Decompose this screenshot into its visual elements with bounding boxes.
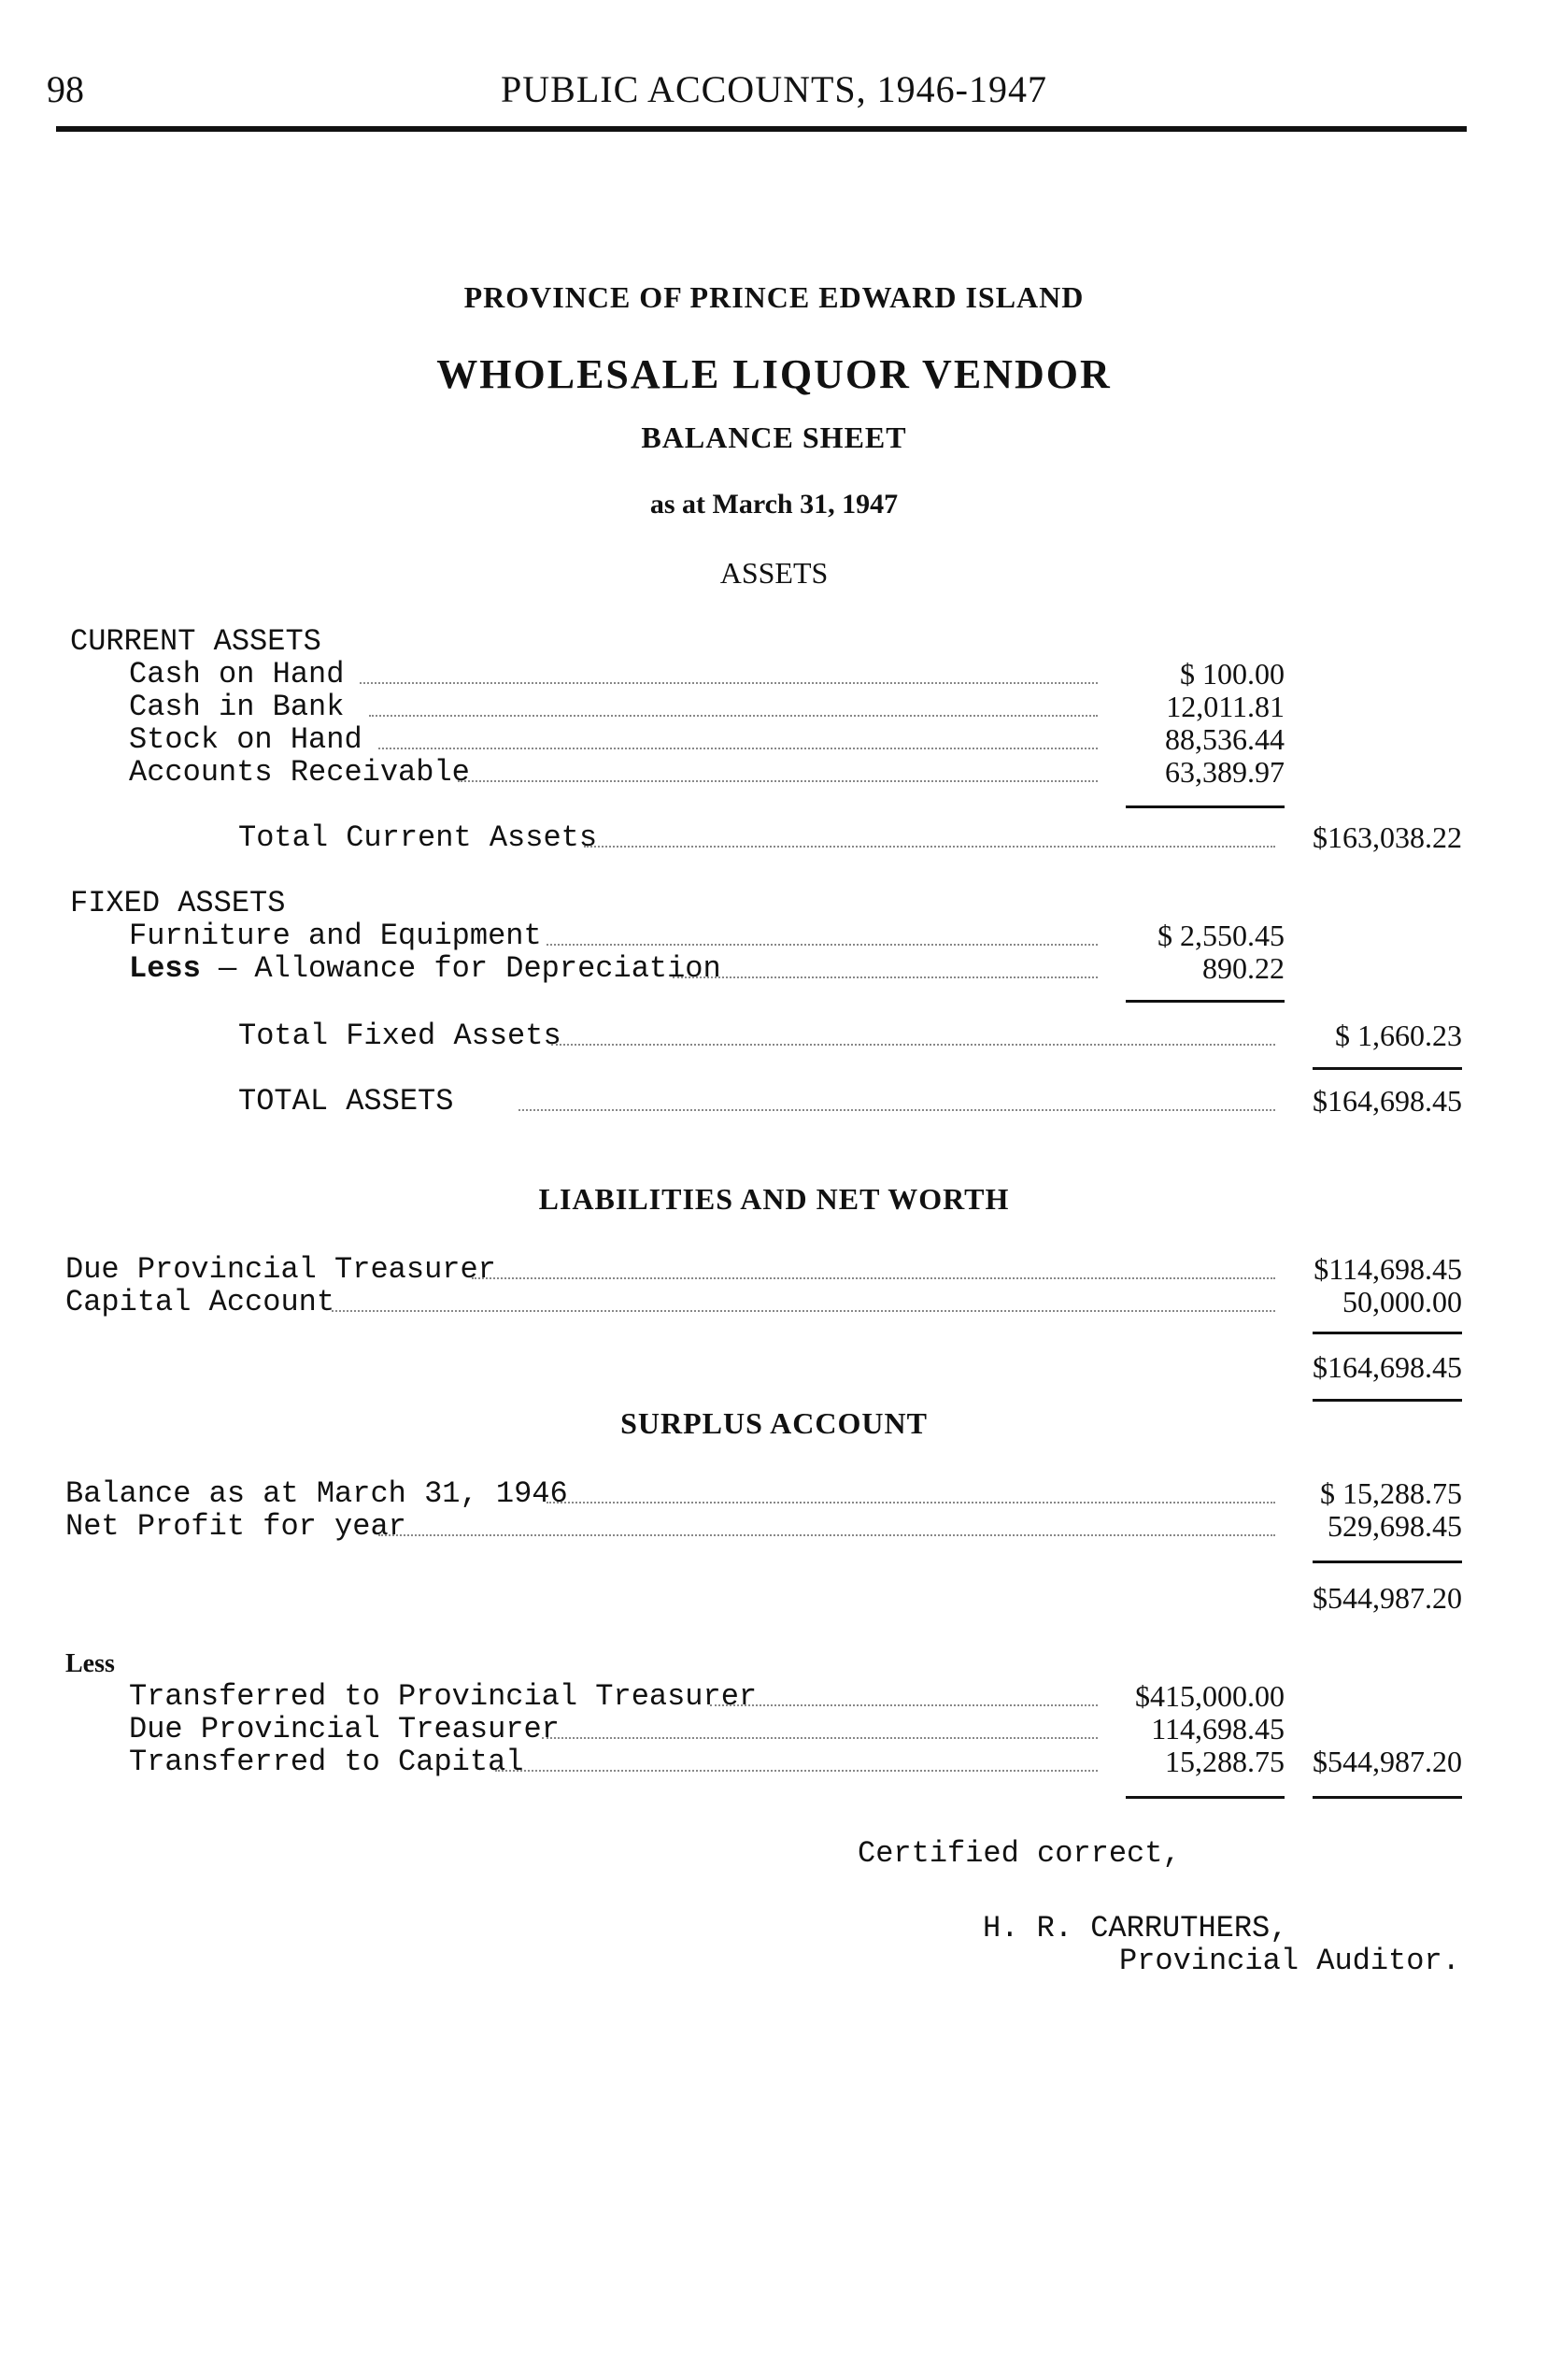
surplus-heading: SURPLUS ACCOUNT (620, 1406, 928, 1440)
line-label: Due Provincial Treasurer (129, 1712, 560, 1746)
leader-dots (518, 1109, 1275, 1111)
leader-dots (378, 748, 1098, 749)
liabilities-heading: LIABILITIES AND NET WORTH (538, 1182, 1010, 1216)
line-amount: $114,698.45 (1314, 1252, 1462, 1286)
less-heading: Less (65, 1649, 115, 1678)
fixed-assets-heading: FIXED ASSETS (70, 886, 286, 920)
line-amount: 50,000.00 (1342, 1285, 1462, 1318)
leader-dots (551, 1044, 1275, 1046)
line-amount: $ 15,288.75 (1320, 1476, 1462, 1510)
total-rule (1126, 1796, 1285, 1799)
statement-title: BALANCE SHEET (641, 420, 907, 454)
line-amount: 890.22 (1202, 951, 1285, 985)
liabilities-total-amount: $164,698.45 (1313, 1350, 1462, 1384)
subtotal-rule (1313, 1067, 1462, 1070)
subtotal-rule (1313, 1561, 1462, 1563)
line-amount: 529,698.45 (1328, 1509, 1462, 1543)
line-label: Furniture and Equipment (129, 919, 542, 953)
line-amount: 88,536.44 (1165, 722, 1285, 756)
leader-dots (332, 1310, 1275, 1312)
current-assets-heading: CURRENT ASSETS (70, 624, 321, 659)
total-assets-amount: $164,698.45 (1313, 1084, 1462, 1118)
subtotal-rule (1126, 805, 1285, 808)
total-fixed-assets-label: Total Fixed Assets (238, 1019, 561, 1053)
line-amount: 12,011.81 (1166, 690, 1285, 723)
running-title: PUBLIC ACCOUNTS, 1946-1947 (501, 68, 1047, 110)
depreciation-line (129, 951, 721, 986)
line-amount: $ 2,550.45 (1157, 919, 1285, 952)
line-amount: 15,288.75 (1165, 1745, 1285, 1778)
leader-dots (369, 715, 1098, 717)
leader-dots (360, 682, 1098, 684)
statement-date: as at March 31, 1947 (649, 489, 899, 520)
leader-dots (673, 976, 1098, 978)
assets-heading: ASSETS (719, 556, 829, 590)
leader-dots (458, 780, 1098, 782)
total-current-assets-label: Total Current Assets (238, 820, 598, 855)
line-label: Accounts Receivable (129, 755, 470, 790)
subtotal-rule (1126, 1000, 1285, 1003)
line-label: Net Profit for year (65, 1509, 406, 1544)
line-label: Due Provincial Treasurer (65, 1252, 496, 1287)
line-label: Cash in Bank (129, 690, 345, 724)
total-assets-label: TOTAL ASSETS (238, 1084, 454, 1119)
total-rule (1313, 1399, 1462, 1402)
line-amount: 63,389.97 (1165, 755, 1285, 789)
line-amount: 114,698.45 (1151, 1712, 1285, 1746)
less-total-amount: $544,987.20 (1313, 1745, 1462, 1778)
entity-title: WHOLESALE LIQUOR VENDOR (436, 351, 1112, 397)
leader-dots (472, 1277, 1275, 1279)
less-label: Less (129, 951, 201, 986)
line-label: Cash on Hand (129, 657, 345, 691)
line-label: Transferred to Provincial Treasurer (129, 1679, 758, 1714)
line-label: Balance as at March 31, 1946 (65, 1476, 568, 1511)
line-label: — Allowance for Depreciation (219, 951, 721, 986)
auditor-name: H. R. CARRUTHERS, (983, 1911, 1288, 1945)
total-rule (1313, 1796, 1462, 1799)
leader-dots (584, 846, 1275, 848)
subtotal-rule (1313, 1332, 1462, 1334)
province-title: PROVINCE OF PRINCE EDWARD ISLAND (463, 280, 1085, 314)
total-fixed-assets-amount: $ 1,660.23 (1335, 1019, 1462, 1052)
leader-dots (378, 1534, 1275, 1536)
line-label: Stock on Hand (129, 722, 362, 757)
leader-dots (547, 1502, 1275, 1504)
line-label: Capital Account (65, 1285, 335, 1319)
surplus-subtotal-amount: $544,987.20 (1313, 1581, 1462, 1615)
page-number: 98 (47, 68, 84, 110)
leader-dots (710, 1704, 1098, 1706)
leader-dots (495, 1770, 1098, 1772)
leader-dots (542, 1737, 1098, 1739)
total-current-assets-amount: $163,038.22 (1313, 820, 1462, 854)
line-label: Transferred to Capital (129, 1745, 524, 1779)
certification-text: Certified correct, (858, 1836, 1181, 1871)
auditor-title: Provincial Auditor. (1119, 1944, 1460, 1978)
line-amount: $415,000.00 (1135, 1679, 1285, 1713)
leader-dots (547, 944, 1098, 946)
header-rule (56, 126, 1467, 132)
line-amount: $ 100.00 (1180, 657, 1285, 691)
